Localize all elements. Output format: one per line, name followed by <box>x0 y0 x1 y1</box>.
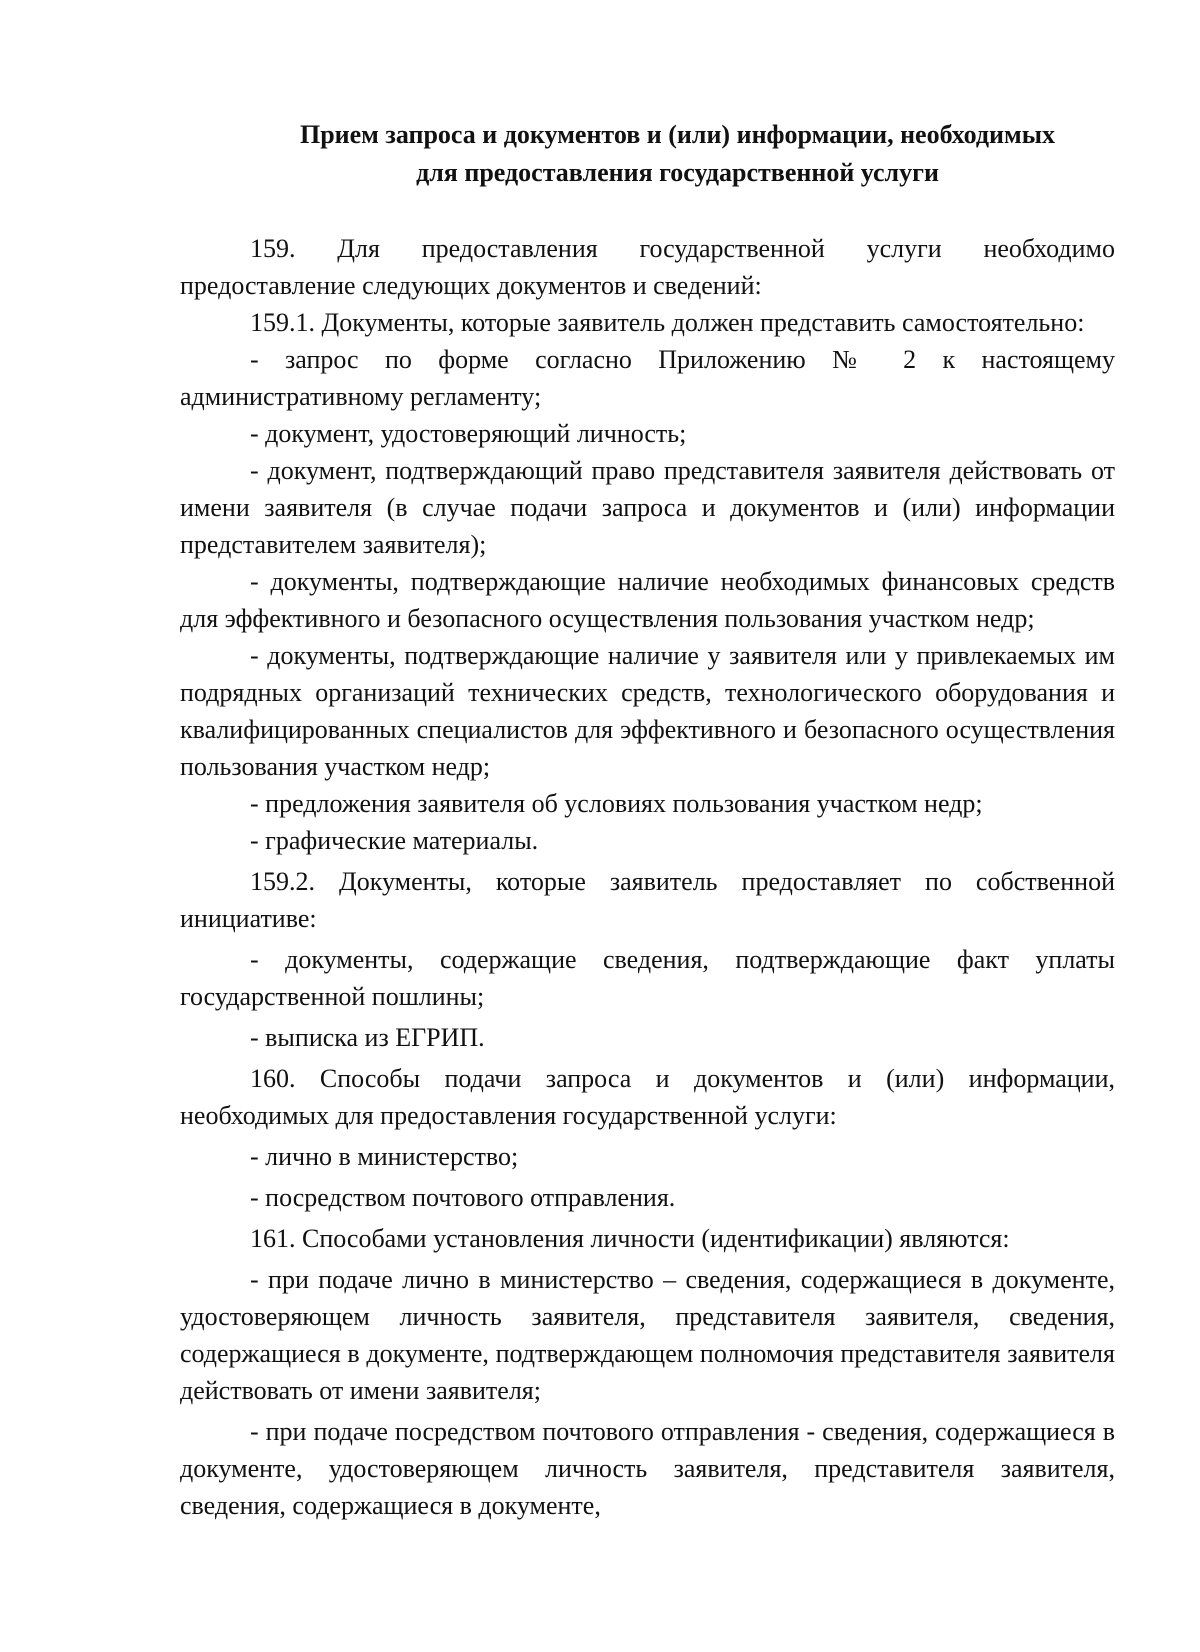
paragraph-159: 159. Для предоставления государственной услуги необходимо предоставление следующих документов и сведений: <box>180 234 1115 300</box>
list-item-identification-by-mail: - при подаче посредством почтового отправления - сведения, содержащиеся в документе, удостоверяющем личность заявителя, представителя заявителя, сведения, содержащиеся в документе, <box>180 1417 1115 1520</box>
list-item-proposals: - предложения заявителя об условиях пользования участком недр; <box>250 789 983 818</box>
heading-line-1: Прием запроса и документов и (или) информации, необходимых <box>299 120 1056 149</box>
list-item-request-form: - запрос по форме согласно Приложению № 2 к настоящему административному регламенту; <box>180 345 1115 411</box>
list-item-technical-means: - документы, подтверждающие наличие у заявителя или у привлекаемых им подрядных организаций технических средств, технологического оборудования и квалифицированных специалистов для эффективного и безопасного осуществления пользования участком недр; <box>180 641 1115 781</box>
heading-line-2: для предоставления государственной услуги <box>416 158 939 187</box>
paragraph-159-1: 159.1. Документы, которые заявитель должен представить самостоятельно: <box>250 308 1085 337</box>
section-heading <box>180 116 1115 192</box>
paragraph-159-2: 159.2. Документы, которые заявитель предоставляет по собственной инициативе: <box>180 867 1115 933</box>
paragraph-160: 160. Способы подачи запроса и документов и (или) информации, необходимых для предоставления государственной услуги: <box>180 1064 1115 1130</box>
list-item-identity-document: - документ, удостоверяющий личность; <box>250 419 687 448</box>
list-item-financial-means: - документы, подтверждающие наличие необходимых финансовых средств для эффективного и безопасного осуществления пользования участком недр; <box>180 567 1115 633</box>
document-page <box>180 116 1115 1524</box>
list-item-identification-in-person: - при подаче лично в министерство – сведения, содержащиеся в документе, удостоверяющем личность заявителя, представителя заявителя, сведения, содержащиеся в документе, подтверждающем полномочия представителя заявителя действовать от имени заявителя; <box>180 1265 1115 1405</box>
list-item-duty-payment: - документы, содержащие сведения, подтверждающие факт уплаты государственной пошлины; <box>180 945 1115 1011</box>
list-item-egrip-extract: - выписка из ЕГРИП. <box>250 1023 485 1052</box>
list-item-in-person: - лично в министерство; <box>250 1142 519 1171</box>
list-item-representative-authority: - документ, подтверждающий право представителя заявителя действовать от имени заявителя (в случае подачи запроса и документов и (или) информации представителем заявителя); <box>180 456 1115 559</box>
list-item-by-mail: - посредством почтового отправления. <box>250 1183 676 1212</box>
list-item-graphic-materials: - графические материалы. <box>250 826 539 855</box>
paragraph-161: 161. Способами установления личности (идентификации) являются: <box>250 1224 1010 1253</box>
